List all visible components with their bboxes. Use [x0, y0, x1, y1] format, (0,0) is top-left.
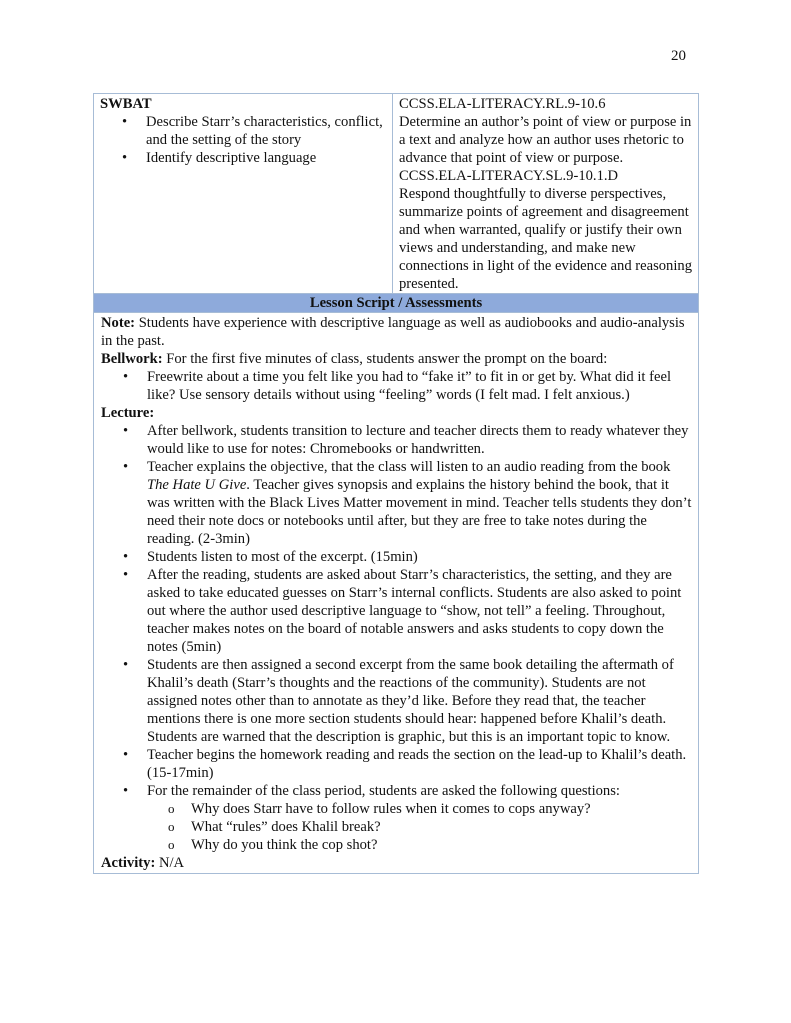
page-number: 20: [671, 48, 686, 64]
objectives-row: [94, 94, 699, 294]
standard-description: Determine an author’s point of view or purpose in a text and analyze how an author uses rhetoric to advance that point of view or purpose.: [399, 114, 692, 166]
question-item: o What “rules” does Khalil break?: [191, 818, 692, 836]
objectives-list: [100, 113, 386, 167]
standard-code: CCSS.ELA-LITERACY.SL.9-10.1.D: [399, 168, 619, 184]
lesson-plan-table: [93, 93, 699, 874]
section-header: Lesson Script / Assessments: [94, 294, 699, 313]
objectives-cell: [94, 94, 393, 294]
bellwork-label: Bellwork:: [101, 351, 163, 367]
lecture-list: [101, 422, 692, 854]
standards-cell: [393, 94, 699, 294]
bellwork-paragraph: [101, 350, 692, 368]
activity-paragraph: [101, 854, 692, 872]
lecture-item-text: Teacher explains the objective, that the class will listen to an audio reading from the book: [147, 459, 671, 475]
bellwork-list: [101, 368, 692, 404]
lesson-script-row: [94, 313, 699, 874]
question-item: o Why does Starr have to follow rules when it comes to cops anyway?: [191, 800, 692, 818]
lecture-item: • Students listen to most of the excerpt. (15min): [147, 548, 692, 566]
lecture-item: • Teacher begins the homework reading and reads the section on the lead-up to Khalil’s death. (15-17min): [147, 746, 692, 782]
note-label: Note:: [101, 315, 136, 331]
bellwork-text: For the first five minutes of class, students answer the prompt on the board:: [162, 351, 608, 367]
note-paragraph: [101, 314, 692, 350]
section-header-row: [94, 294, 699, 313]
lecture-item-text: . Teacher gives synopsis and explains the history behind the book, that it was written with the Black Lives Matter movement in mind. Teacher tells students they don’t need their note docs or notebooks until after, but they are free to take notes during the reading. (2-3min): [147, 477, 692, 547]
objective-item: • Identify descriptive language: [146, 149, 386, 167]
lecture-item: • After the reading, students are asked about Starr’s characteristics, the setting, and they are asked to take educated guesses on Starr’s internal conflicts. Students are also asked to point out where the author used descriptive language to “show, not tell” a feeling. Throughout, teacher makes notes on the board of notable answers and asks students to copy down the notes (5min): [147, 566, 692, 656]
activity-label: Activity:: [101, 855, 156, 871]
swbat-title: SWBAT: [100, 96, 152, 112]
standard-description: Respond thoughtfully to diverse perspectives, summarize points of agreement and disagreement and when warranted, qualify or justify their own views and understanding, and make new connections in light of the evidence and reasoning presented.: [399, 186, 693, 292]
objective-item: • Describe Starr’s characteristics, conflict, and the setting of the story: [146, 113, 386, 149]
lecture-item: • Students are then assigned a second excerpt from the same book detailing the aftermath of Khalil’s death (Starr’s thoughts and the reactions of the community). Students are not assigned notes other than to annotate as they’d like. Before they read that, the teacher mentions there is one more section students should hear: happened before Khalil’s death. Students are warned that the description is graphic, but this is an important topic to know.: [147, 656, 692, 746]
questions-list: [147, 800, 692, 854]
note-text: Students have experience with descriptive language as well as audiobooks and audio-analysis in the past.: [101, 315, 685, 349]
question-item: o Why do you think the cop shot?: [191, 836, 692, 854]
standard-code: CCSS.ELA-LITERACY.RL.9-10.6: [399, 96, 606, 112]
activity-text: N/A: [155, 855, 185, 871]
lecture-label: Lecture:: [101, 405, 155, 421]
lecture-item: • After bellwork, students transition to lecture and teacher directs them to ready whatever they would like to use for notes: Chromebooks or handwritten.: [147, 422, 692, 458]
book-title: The Hate U Give: [147, 477, 247, 493]
lesson-script-cell: [94, 313, 699, 874]
lecture-item: [147, 458, 692, 548]
lecture-item: [147, 782, 692, 854]
bellwork-item: • Freewrite about a time you felt like you had to “fake it” to fit in or get by. What did it feel like? Use sensory details without using “feeling” words (I felt mad. I felt anxious.): [147, 368, 692, 404]
lecture-item-text: For the remainder of the class period, students are asked the following questions:: [147, 783, 620, 799]
